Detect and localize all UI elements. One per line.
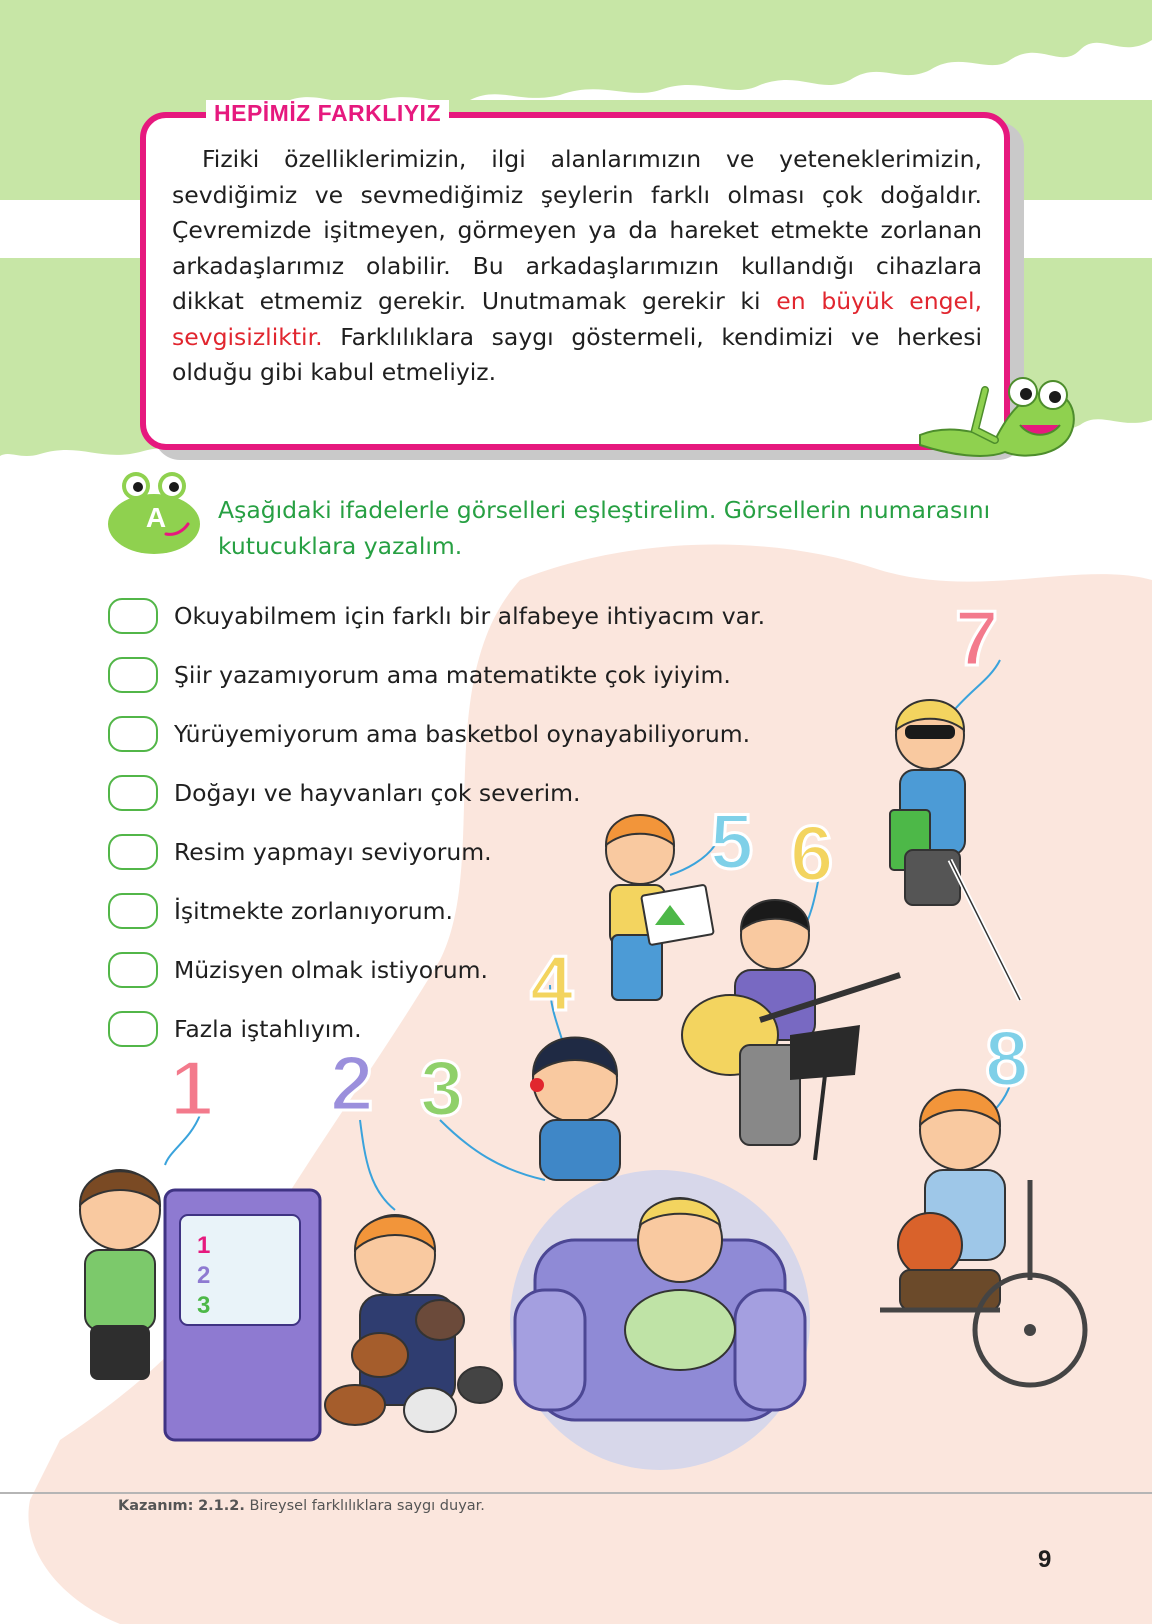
item-text: Fazla iştahlıyım. bbox=[174, 1014, 362, 1043]
answer-box[interactable] bbox=[108, 657, 158, 693]
item-text: Resim yapmayı seviyorum. bbox=[174, 837, 492, 866]
answer-box[interactable] bbox=[108, 598, 158, 634]
connector-line bbox=[670, 845, 715, 875]
info-box-text bbox=[172, 142, 982, 391]
connector-line bbox=[360, 1120, 395, 1210]
list-item bbox=[108, 704, 928, 763]
footer-code: 2.1.2. bbox=[198, 1498, 245, 1514]
figure-number: 1 bbox=[170, 1044, 214, 1132]
easel-number: 2 bbox=[197, 1262, 211, 1289]
info-text-highlight: en büyük engel, sevgisizliktir. bbox=[172, 287, 982, 351]
info-text-part-1: Fiziki özelliklerimizin, ilgi alanlarımızın ve yeteneklerimizin, sevdiğimiz ve sevmediğimiz şeylerin farklı olması çok doğaldır. Çevremizde işitmeyen, görmeyen ya da hareket etmekte zorlanan arkadaşlarımız olabilir. Bu arkadaşlarımızın kullandığı cihazlara dikkat etmemiz gerekir. Unutmamak gerekir ki bbox=[172, 145, 982, 315]
figure-number: 2 bbox=[330, 1039, 374, 1127]
item-text: Okuyabilmem için farklı bir alfabeye ihtiyacım var. bbox=[174, 601, 766, 630]
footer bbox=[118, 1498, 485, 1514]
section-instructions: Aşağıdaki ifadelerle görselleri eşleştirelim. Görsellerin numarasını kutucuklara yazalım. bbox=[218, 496, 991, 560]
figure-number: 3 bbox=[420, 1044, 464, 1132]
figure-number: 6 bbox=[790, 809, 834, 897]
item-text: Şiir yazamıyorum ama matematikte çok iyiyim. bbox=[174, 660, 731, 689]
info-box-title: HEPİMİZ FARKLIYIZ bbox=[206, 100, 449, 127]
figure-number: 8 bbox=[985, 1014, 1029, 1102]
section-letter: A bbox=[145, 502, 167, 533]
info-text-part-2: Farklılıklara saygı göstermeli, kendimizi ve herkesi olduğu gibi kabul etmeliyiz. bbox=[172, 322, 982, 386]
list-item bbox=[108, 586, 928, 645]
footer-text: Bireysel farklılıklara saygı duyar. bbox=[249, 1498, 485, 1514]
item-text: Müzisyen olmak istiyorum. bbox=[174, 955, 489, 984]
answer-box[interactable] bbox=[108, 716, 158, 752]
figure-number: 7 bbox=[955, 594, 999, 682]
figure-number: 4 bbox=[530, 939, 574, 1027]
easel-number: 1 bbox=[197, 1232, 211, 1259]
page-number: 9 bbox=[1038, 1546, 1052, 1573]
item-text: Doğayı ve hayvanları çok severim. bbox=[174, 778, 581, 807]
item-text: İşitmekte zorlanıyorum. bbox=[174, 896, 453, 925]
figure-number: 5 bbox=[710, 797, 754, 885]
info-box bbox=[140, 100, 1010, 450]
footer-label: Kazanım: bbox=[118, 1498, 194, 1514]
frog-mascot-icon bbox=[915, 370, 1085, 480]
easel-number: 3 bbox=[197, 1292, 211, 1319]
footer-divider bbox=[0, 1492, 1152, 1494]
item-text: Yürüyemiyorum ama basketbol oynayabiliyorum. bbox=[174, 719, 751, 748]
list-item bbox=[108, 645, 928, 704]
